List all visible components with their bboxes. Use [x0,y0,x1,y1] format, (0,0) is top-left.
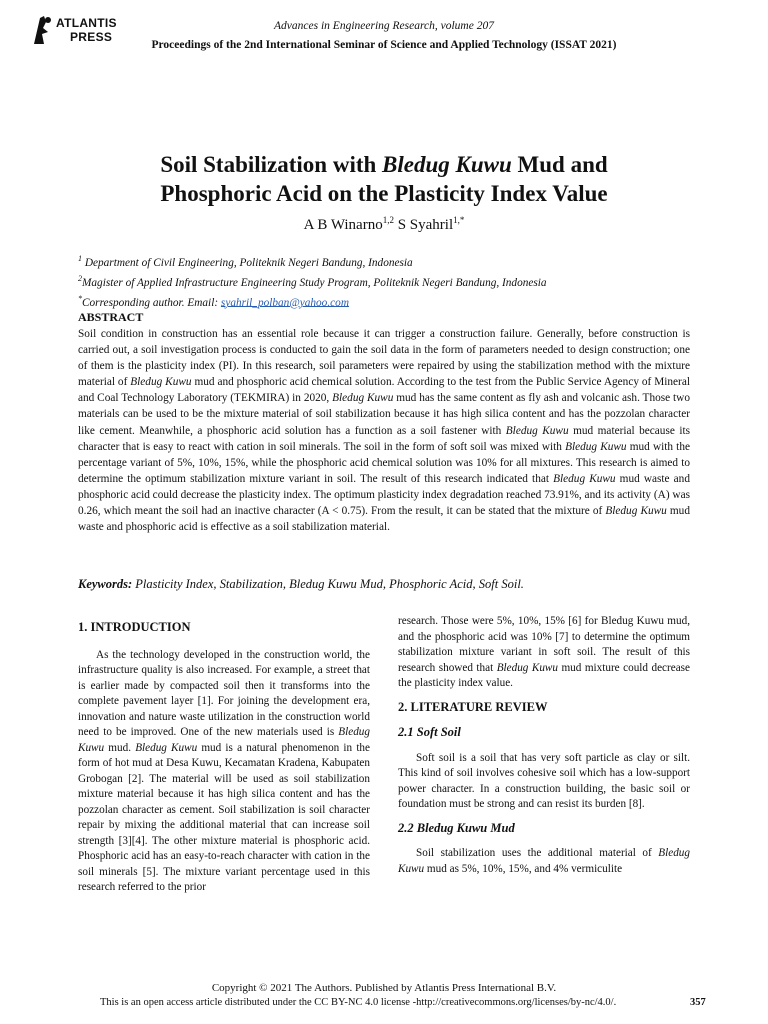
abstract-heading: ABSTRACT [78,310,144,324]
affil-3-marker: * [78,293,82,303]
intro-text: As the technology developed in the construction world, the infrastructure quality is also increased. For example, a street that is earlier made by compacted soil then it transforms into the complete pavement layer [1]. For joining the development era, innovation and nature waste utilization in the construction world need to be improved. One of the new materials used is [78,648,370,738]
soft-soil-paragraph: Soft soil is a soil that has very soft particle as clay or silt. This kind of soil involves cohesive soil which has a low-support power character. In a construction building, the basic soil or foundation must be strong and can resist its burden [8]. [398,751,690,810]
corresponding-author [78,291,698,311]
title-part2: Mud and [511,152,608,177]
abstract-text: mud material because its character that is easy to react with cation in soil minerals. The soil in the form of soft soil was mixed with [78,424,691,453]
abstract-text: Soil condition in construction has an essential role because it can trigger a construction failure. Generally, before construction is carried out, a soil investigation process is conducted to gain the soil data in the form of parameters needed to design construction; one of them is the plasticity index (PI). In this research, soil parameters were repaired by using the stabilization method with the mixture material of [78,328,690,389]
bledug-italic: Bledug Kuwu [398,847,690,875]
intro-continuation [398,614,690,692]
abstract-text: mud waste and phosphoric acid is effective as a soil stabilization material. [78,505,690,534]
title-italic: Bledug Kuwu [382,152,512,177]
abstract-text: mud waste and phosphoric acid could decrease the plasticity index. The optimum plasticity index degradation reached 73.91%, and its activity (A) was 0.26, which meant the soil had an inactive character (A < 0.75). From the result, it can be stated that the mixture of [78,472,690,518]
bledug-kuwu-paragraph [398,846,690,877]
authors [0,215,768,234]
logo-text-press: PRESS [70,30,113,44]
keywords-text: Plasticity Index, Stabilization, Bledug Kuwu Mud, Phosphoric Acid, Soft Soil. [132,577,524,591]
author-1: A B Winarno [303,217,383,233]
subsection-heading-bledug-kuwu: 2.2 Bledug Kuwu Mud [398,820,515,835]
abstract-italic: Bledug Kuwu [130,376,192,389]
author-2: S Syahril [393,217,454,233]
subsection-heading-soft-soil: 2.1 Soft Soil [398,725,461,739]
email-link[interactable]: syahril_polban@yahoo.com [220,296,349,309]
journal-line: Advances in Engineering Research, volume 207 [274,20,494,32]
abstract-italic: Bledug Kuwu [553,472,616,485]
intro-italic: Bledug Kuwu [78,726,370,754]
affil-2-text: Magister of Applied Infrastructure Engineering Study Program, Politeknik Negeri Bandung, Indonesia [82,276,547,289]
proceedings-line: Proceedings of the 2nd International Seminar of Science and Applied Technology (ISSAT 2021) [151,39,617,51]
affiliation-2 [78,271,698,291]
intro-text: mud is a natural phenomenon in the form of hot mud at Desa Kuwu, Kecamatan Kradena, Kabupaten Grobogan [2]. The material will be used as soil stabilization mixture material because it has high silica content and has the pozzolan character as cement. Soil stabilization is soil character repair by mixing the additional material that can increase soil strength [3][4]. The other mixture material is phosphoric acid. Phosphoric acid has an easy-to-reach character with cation in the soil minerals [5]. The mixture variant percentage used in this research referred to the prior [78,741,370,893]
paper-title [60,150,708,208]
author-1-sup: 1,2 [382,215,394,225]
abstract-italic: Bledug Kuwu [605,505,667,518]
title-line2: Phosphoric Acid on the Plasticity Index Value [160,181,608,206]
abstract-text: mud has the same content as fly ash and volcanic ash. Those two materials can be used to be the mixture material of soil stabilization because it has high silica content and has the pozzolan character like cement. Meanwhile, a phosphoric acid solution has a function as a soil fastener with [78,392,690,437]
affiliations [78,251,698,310]
abstract-italic: Bledug Kuwu [505,424,569,437]
abstract-italic: Bledug Kuwu [565,440,627,453]
keywords [78,577,690,592]
section-heading-introduction: 1. INTRODUCTION [78,620,191,634]
cont-text: mud mixture could decrease the plasticity index value. [398,661,690,689]
intro-paragraph [78,648,370,896]
section-heading-literature-review: 2. LITERATURE REVIEW [398,699,548,714]
title-part1: Soil Stabilization with [160,152,383,177]
logo-text-atlantis: ATLANTIS [56,16,117,30]
bledug-text: mud as 5%, 10%, 15%, and 4% vermiculite [424,862,623,875]
abstract-body [78,326,690,535]
license-line: This is an open access article distributed under the CC BY-NC 4.0 license -http://creativecommons.org/licenses/by-nc/4.0/. [100,997,617,1008]
keywords-label: Keywords: [78,577,133,591]
abstract-text: mud and phosphoric acid chemical solution. According to the test from the Public Service Agency of Mineral and Coal Technology Laboratory (TEKMIRA) in 2020, [78,376,690,405]
bledug-text: Soil stabilization uses the additional material of [416,847,659,859]
corresponding-text: Corresponding author. Email: [82,296,221,309]
right-column [398,614,690,877]
affil-1-marker: 1 [78,254,82,263]
cont-italic: Bledug Kuwu [496,661,558,674]
abstract-text: mud with the percentage variant of 5%, 10%, 15%, while the phosphoric acid chemical solution was 10% for all mixtures. This research is aimed to determine the optimum stabilization mixture variant in soil. The result of this research indicated that [78,440,690,485]
left-column [78,620,370,896]
intro-text: mud. [104,741,136,754]
affiliation-1 [78,251,698,271]
copyright-line: Copyright © 2021 The Authors. Published by Atlantis Press International B.V. [211,982,557,994]
affil-2-marker: 2 [78,273,82,283]
cont-text: research. Those were 5%, 10%, 15% [6] for Bledug Kuwu mud, and the phosphoric acid was 10% [7] to determine the optimum stabilization mixture variant in soft soil. The result of this research showed that [398,615,690,674]
author-2-sup: 1,* [453,215,465,225]
abstract-italic: Bledug Kuwu [332,392,394,405]
intro-italic: Bledug Kuwu [135,741,198,754]
affil-1-text: Department of Civil Engineering, Politeknik Negeri Bandung, Indonesia [82,256,413,269]
page-number: 357 [690,997,706,1008]
